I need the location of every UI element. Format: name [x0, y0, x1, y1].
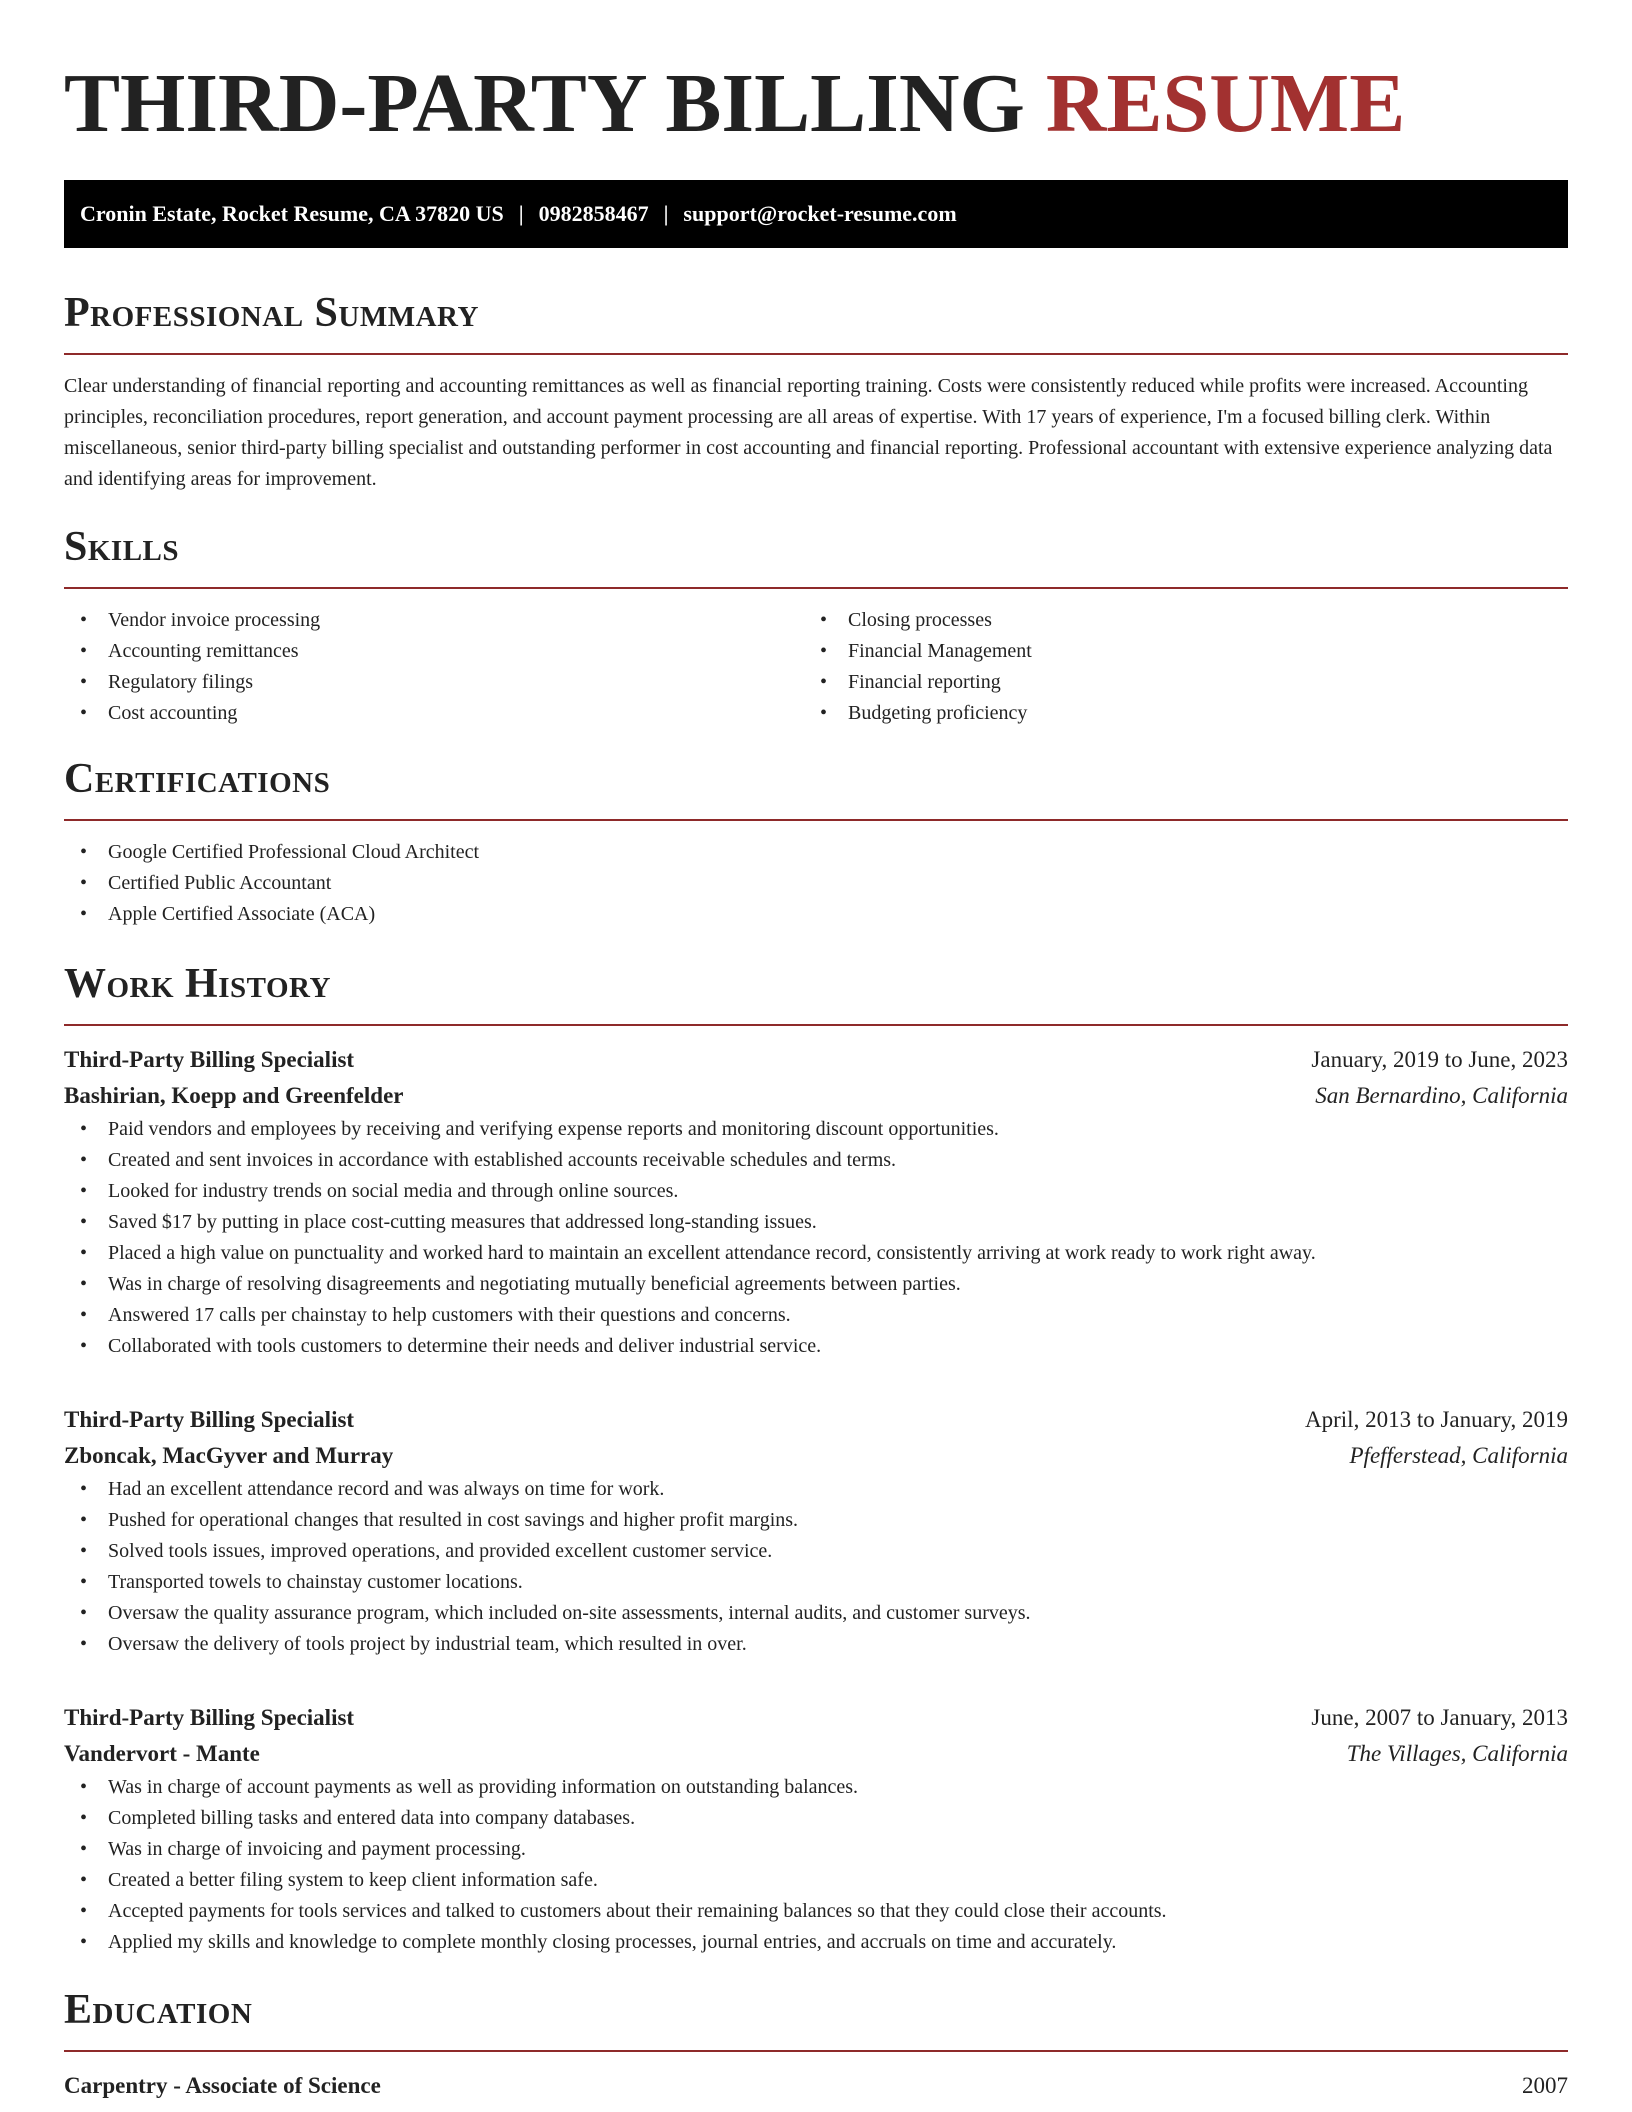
list-item: • Answered 17 calls per chainstay to help customers with their questions and concerns. — [64, 1300, 1568, 1331]
list-item: • Oversaw the quality assurance program, which included on-site assessments, internal audits, and customer surveys. — [64, 1598, 1568, 1629]
list-item: • Created a better filing system to keep client information safe. — [64, 1865, 1568, 1896]
job-dates: January, 2019 to June, 2023 — [1311, 1047, 1568, 1072]
skills-list-right — [804, 605, 1544, 729]
list-item: • Financial reporting — [804, 667, 1544, 698]
job-location: Pfefferstead, California — [1349, 1443, 1568, 1468]
summary-text: Clear understanding of financial reporting and accounting remittances as well as financial reporting training. Costs were consistently reduced while profits were increased. Accounting principles, reconciliation procedures, report generation, and account payment processing are all areas of expertise. With 17 years of experience, I'm a focused billing clerk. Within miscellaneous, senior third-party billing specialist and outstanding performer in cost accounting and financial reporting. Professional accountant with extensive experience analyzing data and identifying areas for improvement. — [64, 375, 1553, 490]
list-item: • Certified Public Accountant — [64, 868, 1568, 899]
job-dates: April, 2013 to January, 2019 — [1305, 1407, 1568, 1432]
list-item: • Google Certified Professional Cloud Architect — [64, 837, 1568, 868]
job-bullets — [64, 1114, 1568, 1362]
list-item: • Budgeting proficiency — [804, 698, 1544, 729]
job-entry — [64, 1402, 1568, 1660]
list-item: • Had an excellent attendance record and was always on time for work. — [64, 1474, 1568, 1505]
list-item: • Regulatory filings — [64, 667, 804, 698]
section-divider — [64, 587, 1568, 589]
job-entry — [64, 1700, 1568, 1958]
certifications-list — [64, 837, 1568, 930]
section-title-skills: Skills — [64, 524, 180, 570]
list-item: • Looked for industry trends on social media and through online sources. — [64, 1176, 1568, 1207]
section-divider — [64, 2050, 1568, 2052]
job-company: Zboncak, MacGyver and Murray — [64, 1443, 394, 1468]
list-item: • Apple Certified Associate (ACA) — [64, 899, 1568, 930]
list-item: • Solved tools issues, improved operations, and provided excellent customer service. — [64, 1536, 1568, 1567]
contact-separator: | — [518, 201, 524, 226]
job-entry — [64, 1042, 1568, 1362]
section-divider — [64, 353, 1568, 355]
job-location: San Bernardino, California — [1315, 1083, 1568, 1108]
job-subheader — [64, 1438, 1568, 1474]
section-title-work-history: Work History — [64, 961, 331, 1007]
title-main: THIRD-PARTY BILLING — [64, 57, 1025, 150]
list-item: • Was in charge of invoicing and payment processing. — [64, 1834, 1568, 1865]
job-bullets — [64, 1474, 1568, 1660]
section-divider — [64, 819, 1568, 821]
contact-separator: | — [663, 201, 669, 226]
list-item: • Collaborated with tools customers to determine their needs and deliver industrial service. — [64, 1331, 1568, 1362]
section-title-education: Education — [64, 1987, 253, 2033]
list-item: • Vendor invoice processing — [64, 605, 804, 636]
education-year: 2007 — [1522, 2073, 1568, 2098]
job-header — [64, 1042, 1568, 1078]
job-title: Third-Party Billing Specialist — [64, 1705, 355, 1730]
contact-phone: 0982858467 — [538, 201, 649, 226]
resume-page — [64, 0, 1568, 2104]
list-item: • Oversaw the delivery of tools project by industrial team, which resulted in over. — [64, 1629, 1568, 1660]
contact-bar — [64, 180, 1568, 248]
skills-grid — [64, 605, 1568, 729]
list-item: • Financial Management — [804, 636, 1544, 667]
job-company: Vandervort - Mante — [64, 1741, 260, 1766]
section-title-certifications: Certifications — [64, 756, 331, 802]
list-item: • Was in charge of account payments as well as providing information on outstanding balances. — [64, 1772, 1568, 1803]
contact-email: support@rocket-resume.com — [683, 201, 957, 226]
summary-section — [64, 289, 1568, 495]
job-dates: June, 2007 to January, 2013 — [1311, 1705, 1568, 1730]
list-item: • Cost accounting — [64, 698, 804, 729]
section-divider — [64, 1024, 1568, 1026]
list-item: • Placed a high value on punctuality and worked hard to maintain an excellent attendance record, consistently arriving at work ready to work right away. — [64, 1238, 1568, 1269]
job-header — [64, 1402, 1568, 1438]
list-item: • Applied my skills and knowledge to complete monthly closing processes, journal entries, and accruals on time and accurately. — [64, 1927, 1568, 1958]
certifications-section — [64, 755, 1568, 930]
job-bullets — [64, 1772, 1568, 1958]
education-section — [64, 1986, 1568, 2104]
list-item: • Was in charge of resolving disagreements and negotiating mutually beneficial agreements between parties. — [64, 1269, 1568, 1300]
section-title-summary: Professional Summary — [64, 290, 479, 336]
list-item: • Closing processes — [804, 605, 1544, 636]
job-title: Third-Party Billing Specialist — [64, 1047, 355, 1072]
education-entry — [64, 2068, 1568, 2104]
list-item: • Accounting remittances — [64, 636, 804, 667]
title-accent: RESUME — [1045, 57, 1406, 150]
job-header — [64, 1700, 1568, 1736]
list-item: • Completed billing tasks and entered data into company databases. — [64, 1803, 1568, 1834]
job-subheader — [64, 1078, 1568, 1114]
list-item: • Transported towels to chainstay customer locations. — [64, 1567, 1568, 1598]
list-item: • Saved $17 by putting in place cost-cutting measures that addressed long-standing issues. — [64, 1207, 1568, 1238]
job-company: Bashirian, Koepp and Greenfelder — [64, 1083, 404, 1108]
list-item: • Accepted payments for tools services and talked to customers about their remaining balances so that they could close their accounts. — [64, 1896, 1568, 1927]
skills-list-left — [64, 605, 804, 729]
skills-section — [64, 523, 1568, 729]
list-item: • Paid vendors and employees by receiving and verifying expense reports and monitoring discount opportunities. — [64, 1114, 1568, 1145]
job-title: Third-Party Billing Specialist — [64, 1407, 355, 1432]
resume-title — [64, 0, 1568, 152]
list-item: • Created and sent invoices in accordance with established accounts receivable schedules and terms. — [64, 1145, 1568, 1176]
work-history-section — [64, 960, 1568, 1958]
job-location: The Villages, California — [1346, 1741, 1568, 1766]
list-item: • Pushed for operational changes that resulted in cost savings and higher profit margins. — [64, 1505, 1568, 1536]
job-subheader — [64, 1736, 1568, 1772]
contact-address: Cronin Estate, Rocket Resume, CA 37820 US — [80, 201, 504, 226]
education-degree: Carpentry - Associate of Science — [64, 2073, 381, 2098]
